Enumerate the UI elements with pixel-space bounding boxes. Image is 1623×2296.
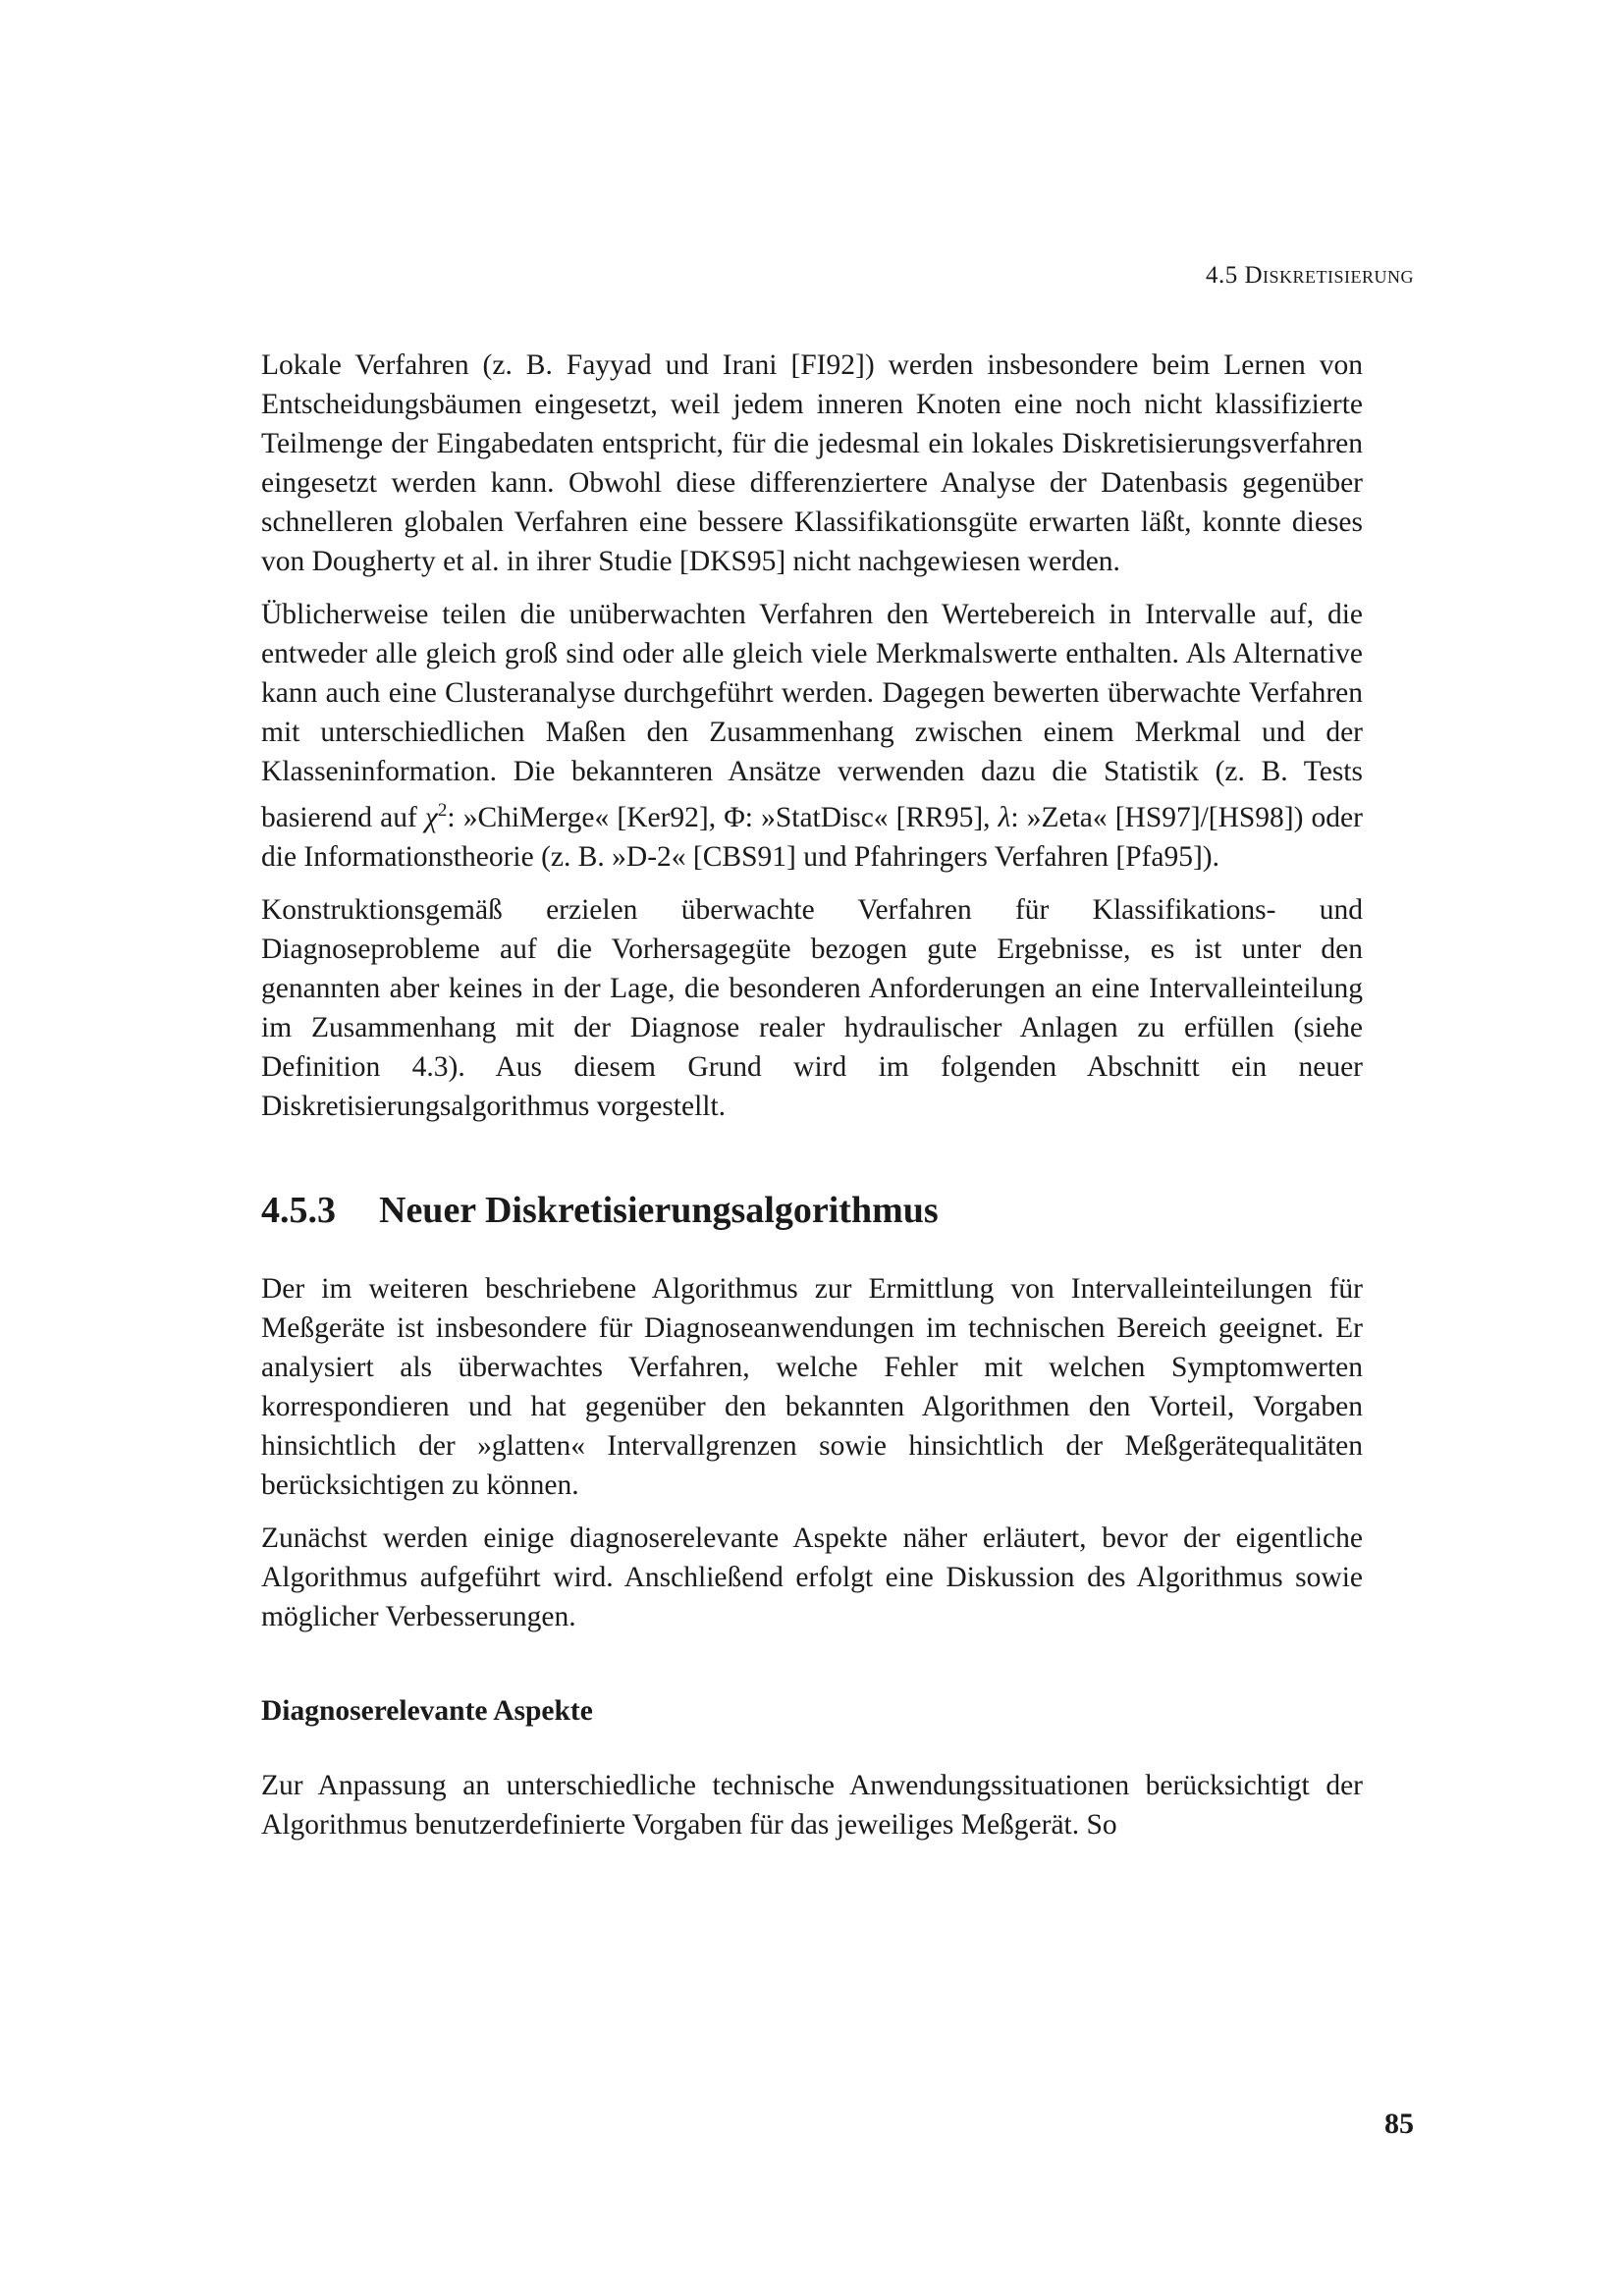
running-head-section-title: Diskretisierung — [1244, 262, 1414, 289]
section-paragraph-1: Der im weiteren beschriebene Algorithmus zur Ermittlung von Intervalleinteilungen für Meßgeräte ist insbesondere für Diagnoseanwendungen im technischen Bereich geeignet. Er analysiert als überwachtes Verfahren, welche Fehler mit welchen Symptomwerten korrespondieren und hat gegenüber den bekannten Algorithmen den Vorteil, Vorgaben hinsichtlich der »glatten« Intervallgrenzen sowie hinsichtlich der Meßgerätequalitäten berücksichtigen zu können. — [261, 1272, 1363, 1501]
paragraph-1-text: Lokale Verfahren (z. B. Fayyad und Irani [FI92]) werden insbesondere beim Lernen von Entscheidungsbäumen eingesetzt, weil jedem inneren Knoten eine noch nicht klassifizierte Teilmenge der Eingabedaten entspricht, für die jedesmal ein lokales Diskretisierungsverfahren eingesetzt werden kann. Obwohl diese differenziertere Analyse der Datenbasis gegenüber schnelleren globalen Verfahren eine bessere Klassifikationsgüte erwarten läßt, konnte dieses von Dougherty et al. in ihrer Studie [DKS95] nicht nachgewiesen werden. — [261, 349, 1363, 577]
chi-symbol: χ — [424, 801, 438, 833]
paragraph-1 — [261, 346, 1363, 581]
lambda-symbol: λ — [998, 801, 1011, 833]
page-body — [261, 346, 1363, 1858]
paragraph-3 — [261, 890, 1363, 1126]
paragraph-3-text: Konstruktionsgemäß erzielen überwachte Verfahren für Klassifikations- und Diagnoseprobleme auf die Vorhersagegüte bezogen gute Ergebnisse, es ist unter den genannten aber keines in der Lage, die besonderen Anforderungen an eine Intervalleinteilung im Zusammenhang mit der Diagnose realer hydraulischer Anlagen zu erfüllen (siehe Definition 4.3). Aus diesem Grund wird im folgenden Abschnitt ein neuer Diskretisierungsalgorithmus vorgestellt. — [261, 893, 1363, 1122]
subsection-heading: Diagnoserelevante Aspekte — [261, 1694, 593, 1727]
page-number: 85 — [1384, 2108, 1414, 2140]
running-head-section-number: 4.5 — [1205, 262, 1238, 289]
section-number: 4.5.3 — [261, 1189, 336, 1231]
section-paragraph-2: Zunächst werden einige diagnoserelevante Aspekte näher erläutert, bevor der eigentliche Algorithmus aufgeführt wird. Anschließend erfolgt eine Diskussion des Algorithmus sowie möglicher Verbesserungen. — [261, 1522, 1363, 1632]
paragraph-2-text-mid1: : »ChiMerge« [Ker92], — [447, 801, 725, 833]
section-title: Neuer Diskretisierungsalgorithmus — [379, 1189, 939, 1231]
paragraph-2-text-mid2: : »StatDisc« [RR95], — [744, 801, 999, 833]
paragraph-2 — [261, 595, 1363, 877]
subsection-paragraph-1: Zur Anpassung an unterschiedliche technische Anwendungssituationen berücksichtigt der Algorithmus benutzerdefinierte Vorgaben für das jeweiliges Meßgerät. So — [261, 1769, 1363, 1841]
phi-symbol: Φ — [724, 801, 745, 833]
section-heading — [261, 1187, 1363, 1234]
running-head — [1206, 262, 1414, 290]
paragraph-2-text-start: Üblicherweise teilen die unüberwachten Verfahren den Wertebereich in Intervalle auf, die entweder alle gleich groß sind oder alle gleich viele Merkmalswerte enthalten. Als Alternative kann auch eine Clusteranalyse durchgeführt werden. Dagegen bewerten überwachte Verfahren mit unterschiedlichen Maßen den Zusammenhang zwischen einem Merkmal und der Klasseninformation. Die bekannteren Ansätze verwenden dazu die Statistik (z. B. Tests basierend auf — [261, 599, 1363, 833]
paragraph-2-text-end: : »Zeta« [HS97]/[HS98]) oder die Informationstheorie (z. B. »D-2« [CBS91] und Pfahringers Verfahren [Pfa95]). — [261, 801, 1363, 873]
chi-exponent: 2 — [437, 800, 448, 821]
